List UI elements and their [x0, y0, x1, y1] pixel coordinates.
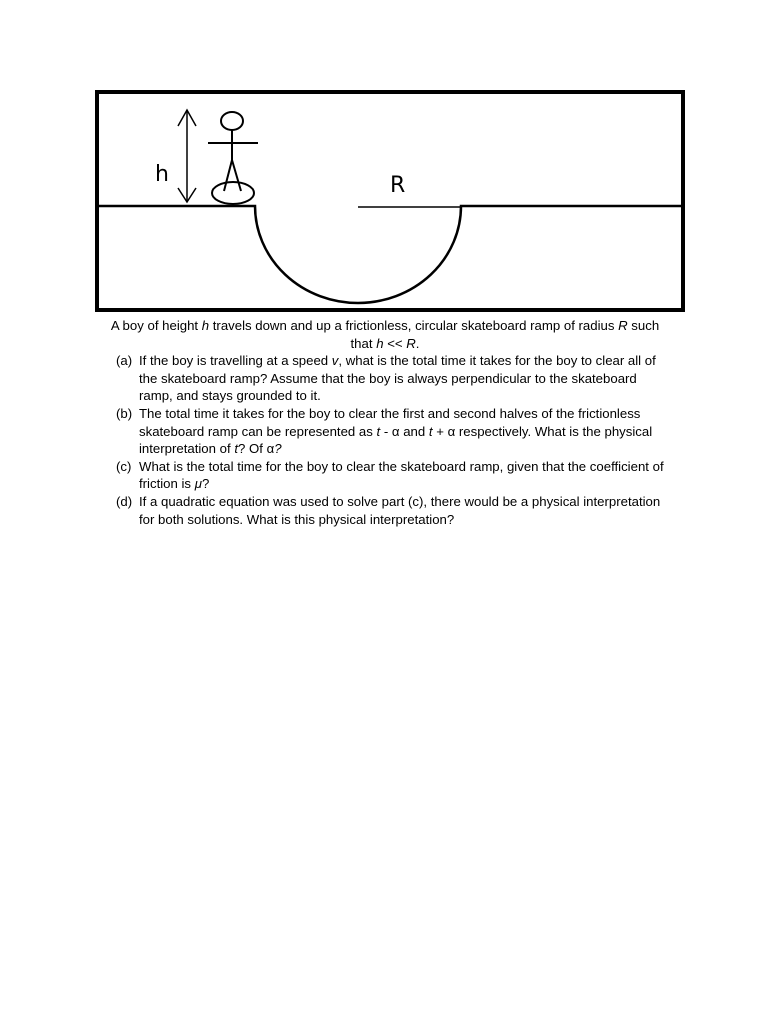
diagram-frame — [97, 92, 683, 310]
height-arrow — [178, 110, 196, 202]
question-b: (b) The total time it takes for the boy to clear the first and second halves of the frictionless skateboard ramp can be represented as t - α and t + α respectively. What is the physical interpretation of t? Of α? — [116, 405, 653, 457]
ramp-diagram — [0, 0, 768, 320]
stick-figure-boy — [208, 112, 258, 191]
question-d: (d) If a quadratic equation was used to solve part (c), there would be a physical interpretation for both solutions. What is this physical interpretation? — [116, 493, 661, 527]
problem-intro: A boy of height h travels down and up a frictionless, circular skateboard ramp of radius R such that h << R. — [110, 318, 660, 351]
ground-and-ramp — [99, 206, 681, 303]
question-marker: (c) — [116, 458, 132, 474]
problem-text — [100, 317, 670, 528]
question-marker: (d) — [116, 493, 133, 509]
question-a: (a) If the boy is travelling at a speed v, what is the total time it takes for the boy to clear all of the skateboard ramp? Assume that the boy is always perpendicular to the skateboard ramp, and stays grounded to it. — [116, 353, 656, 404]
question-marker: (b) — [116, 405, 133, 421]
question-marker: (a) — [116, 353, 133, 369]
question-c: (c) What is the total time for the boy to clear the skateboard ramp, given that the coefficient of friction is μ? — [116, 458, 664, 492]
question-list — [100, 352, 670, 528]
skateboard — [212, 182, 254, 204]
radius-label: R — [390, 173, 406, 198]
height-label: h — [155, 162, 169, 187]
